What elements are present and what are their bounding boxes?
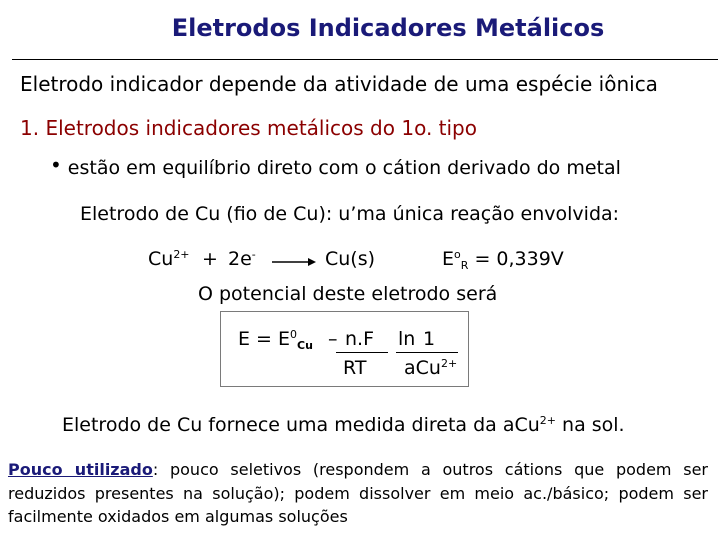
reaction-product: Cu(s) [325, 248, 376, 270]
note-paragraph [8, 458, 708, 529]
formula-rt: RT [343, 357, 367, 379]
note-text: : pouco seletivos (respondem a outros cátions que podem ser reduzidos presentes na solução); podem dissolver em meio ac./básico; podem ser facilmente oxidados em algumas soluções [8, 460, 709, 526]
cu-electrode-text: Eletrodo de Cu (fio de Cu): u’ma única reação envolvida: [80, 203, 620, 225]
potential-value: = 0,339V [474, 248, 564, 270]
right-arrow-icon [272, 256, 316, 268]
bullet-text: estão em equilíbrio direto com o cátion derivado do metal [67, 157, 621, 179]
section-heading: 1. Eletrodos indicadores metálicos do 1o. tipo [20, 116, 477, 140]
note-label: Pouco utilizado [8, 460, 153, 479]
bullet-dot-icon: • [50, 153, 62, 177]
formula-ln: ln [398, 328, 416, 350]
formula-nf: n.F [345, 328, 375, 350]
reactant-charge: 2+ [173, 248, 190, 261]
electron-charge: - [251, 248, 256, 261]
formula-acu-charge: 2+ [440, 357, 458, 370]
potential-text: O potencial deste eletrodo será [198, 283, 498, 305]
reaction-reactant [148, 248, 190, 270]
formula-acu-text: aCu [404, 357, 441, 379]
formula-minus: – [328, 328, 338, 350]
fraction-bar-nf [336, 352, 388, 353]
reaction-plus: + [202, 248, 218, 270]
standard-potential [442, 248, 564, 272]
formula-lhs [238, 328, 313, 352]
electrons-text: 2e [228, 248, 252, 270]
bullet-item [50, 155, 621, 179]
measure-charge: 2+ [539, 414, 556, 427]
page-title: Eletrodos Indicadores Metálicos [171, 14, 605, 42]
measure-main: Eletrodo de Cu fornece uma medida direta da aCu [62, 414, 540, 436]
formula-acu [404, 357, 457, 379]
fraction-bar-ln [396, 352, 458, 353]
potential-degree: o [454, 248, 461, 261]
formula-one: 1 [423, 328, 436, 350]
potential-subscript: R [460, 259, 469, 272]
formula-cu-subscript: Cu [297, 339, 313, 352]
intro-text: Eletrodo indicador depende da atividade de uma espécie iônica [20, 72, 658, 96]
title-divider [12, 59, 718, 60]
measure-end: na sol. [555, 414, 625, 436]
measure-text [62, 414, 625, 436]
potential-symbol: E [442, 248, 455, 270]
reaction-electrons [228, 248, 256, 270]
formula-e-equals: E = E [238, 328, 291, 350]
reactant-symbol: Cu [148, 248, 174, 270]
formula-zero: 0 [290, 328, 298, 341]
